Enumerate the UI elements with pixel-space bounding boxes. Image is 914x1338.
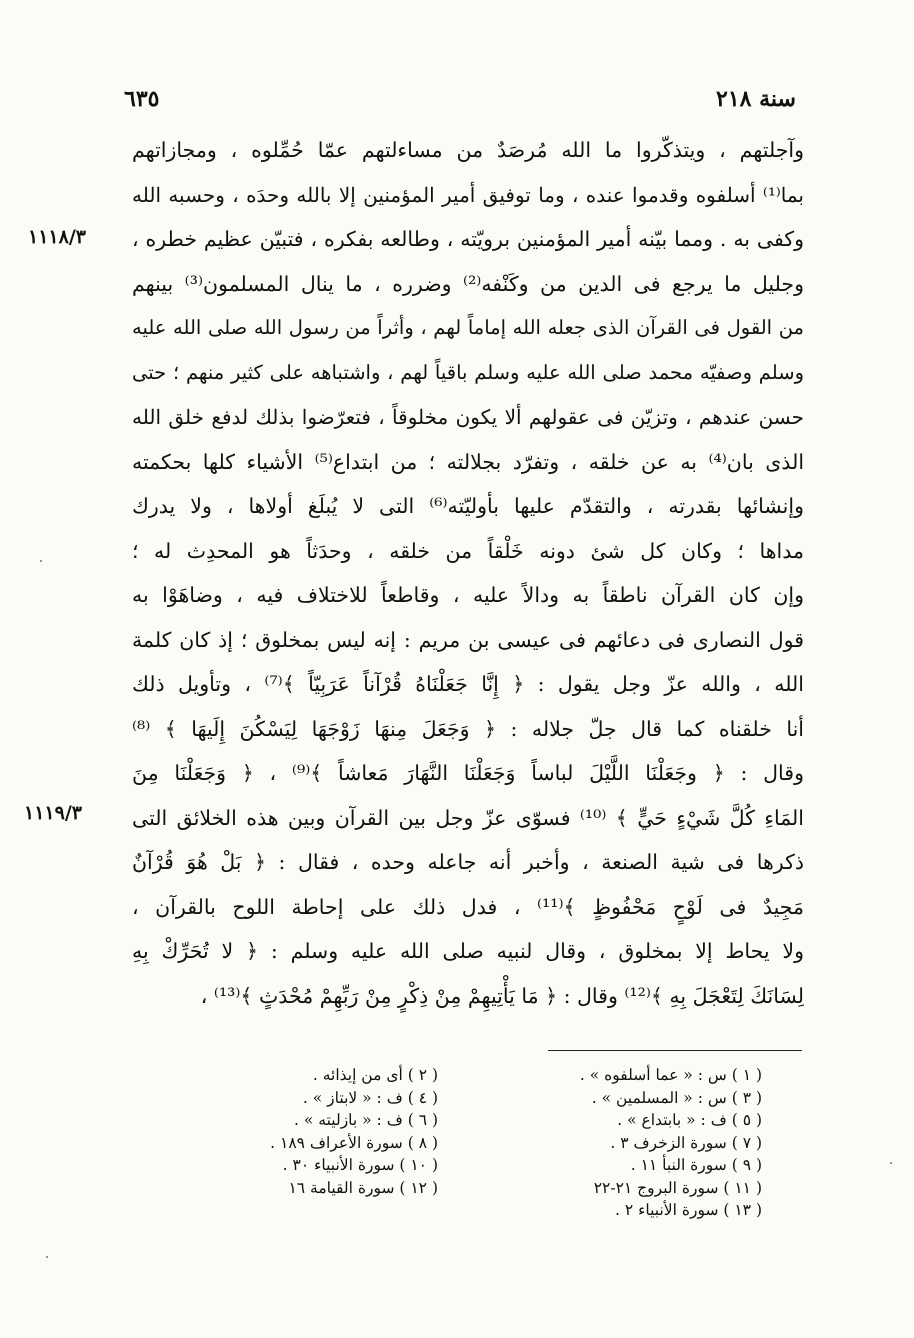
margin-reference-1: ١١١٨/٣ <box>28 226 86 248</box>
footnote: ( ٣ ) س : « المسلمين » . <box>591 1088 762 1107</box>
text-line: وسلم وصفيّه محمد صلى الله عليه وسلم باقياً لهم ، واشتباهه على كثير منهم ؛ حتى <box>132 360 804 384</box>
text-line: الذى بان⁽⁴⁾ به عن خلقه ، وتفرّد بجلالته ؛ من ابتداع⁽⁵⁾ الأشياء كلها بحكمته <box>132 449 804 474</box>
text-line: قول النصارى فى دعائهم فى عيسى بن مريم : إنه ليس بمخلوق ؛ إذ كان كلمة <box>132 627 804 652</box>
text-line: وآجلتهم ، ويتذكّروا ما الله مُرصَدٌ من مساءلتهم عمّا حُمِّلوه ، ومجازاتهم <box>132 138 804 162</box>
text-line: وقال : ﴿ وجَعَلْنَا اللَّيْلَ لباساً وَجَعَلْنَا النَّهَارَ مَعاشاً ﴾⁽⁹⁾ ، ﴿ وَجَعَلْنَا مِنَ <box>132 761 804 785</box>
text-line: ولا يحاط إلا بمخلوق ، وقال لنبيه صلى الله عليه وسلم : ﴿ لا تُحَرِّكْ بِهِ <box>132 939 804 963</box>
footnote: ( ٧ ) سورة الزخرف ٣ . <box>610 1133 762 1152</box>
footnote: ( ١ ) س : « عما أسلفوه » . <box>579 1066 762 1084</box>
footnote: ( ٥ ) ف : « بابتداع » . <box>617 1111 762 1129</box>
scan-speck <box>46 1256 48 1258</box>
text-line: مَجِيدٌ فى لَوْحٍ مَحْفُوظٍ ﴾⁽¹¹⁾ ، فدل ذلك على إحاطة اللوح بالقرآن ، <box>132 894 804 919</box>
text-line: وإنشائها بقدرته ، والتقدّم عليها بأوليّته⁽⁶⁾ التى لا يُبلَغ أولاها ، ولا يدرك <box>132 494 804 518</box>
footnote: ( ٦ ) ف : « بازليته » . <box>294 1111 438 1129</box>
text-line: وكفى به . ومما بيّنه أمير المؤمنين برويّته ، وطالعه بفكره ، فتبيّن عظيم خطره ، <box>132 227 804 251</box>
footnote-separator <box>548 1050 802 1051</box>
text-line: الله ، والله عزّ وجل يقول : ﴿ إِنَّا جَعَلْنَاهُ قُرْآناً عَرَبِيّاً ﴾⁽⁷⁾ ، وتأويل ذلك <box>132 672 804 696</box>
text-line: حسن عندهم ، وتزيّن فى عقولهم ألا يكون مخلوقاً ، فتعرّضوا بذلك لدفع خلق الله <box>132 405 804 429</box>
text-line: بما⁽¹⁾ أسلفوه وقدموا عنده ، وما توفيق أمير المؤمنين إلا بالله وحدَه ، وحسبه الله <box>132 182 804 207</box>
text-line: أنا خلقناه كما قال جلّ جلاله : ﴿ وَجَعَلَ مِنهَا زَوْجَهَا لِيَسْكُنَ إِلَيهَا ﴾ ⁽⁸⁾ <box>132 716 804 741</box>
footnote: ( ٤ ) ف : « لابتاز » . <box>302 1088 438 1107</box>
footnote: ( ١٣ ) سورة الأنبياء ٢ . <box>614 1201 762 1219</box>
footnote: ( ١٠ ) سورة الأنبياء ٣٠ . <box>282 1156 438 1174</box>
footnote: ( ٨ ) سورة الأعراف ١٨٩ . <box>270 1133 438 1152</box>
footnote: ( ١١ ) سورة البروج ٢١-٢٢ <box>593 1178 762 1197</box>
text-line: من القول فى القرآن الذى جعله الله إماماً لهم ، وأثراً من رسول الله صلى الله عليه <box>132 316 804 339</box>
main-text-block <box>132 128 804 1018</box>
scan-speck <box>890 1162 892 1164</box>
text-line: وجليل ما يرجع فى الدين من وكَنْفه⁽²⁾ وضرره ، ما ينال المسلمون⁽³⁾ بينهم <box>132 271 804 296</box>
scan-speck <box>40 560 42 562</box>
text-line: وإن كان القرآن ناطقاً به ودالاً عليه ، وقاطعاً للاختلاف فيه ، وضاهَوْا به <box>132 583 804 607</box>
margin-reference-2: ١١١٩/٣ <box>24 802 82 824</box>
text-line: ذكرها فى شية الصنعة ، وأخبر أنه جاعله وحده ، فقال : ﴿ بَلْ هُوَ قُرْآنٌ <box>132 850 804 874</box>
footnote: ( ٢ ) أى من إيذائه . <box>312 1066 438 1084</box>
page-number: ٦٣٥ <box>124 86 160 112</box>
text-line: لِسَانَكَ لِتَعْجَلَ بِهِ ﴾⁽¹²⁾ وقال : ﴿ مَا يَأْتِيهِمْ مِنْ ذِكْرٍ مِنْ رَبِّهِمْ مُحْدَثٍ ﴾⁽¹³⁾ ، <box>200 983 804 1008</box>
footnote: ( ٩ ) سورة النبأ ١١ . <box>630 1156 762 1174</box>
text-line: المَاءِ كُلَّ شَيْءٍ حَيٍّ ﴾ ⁽¹⁰⁾ فسوّى عزّ وجل بين القرآن وبين هذه الخلائق التى <box>132 805 804 830</box>
footnotes-left-column <box>238 1064 438 1199</box>
running-header-year: سنة ٢١٨ <box>716 86 796 112</box>
footnotes-right-column <box>532 1064 762 1222</box>
footnote: ( ١٢ ) سورة القيامة ١٦ <box>288 1178 438 1197</box>
text-line: مداها ؛ وكان كل شئ دونه خَلْقاً من خلقه ، وحدَثاً هو المحدِث له ؛ <box>132 538 804 563</box>
